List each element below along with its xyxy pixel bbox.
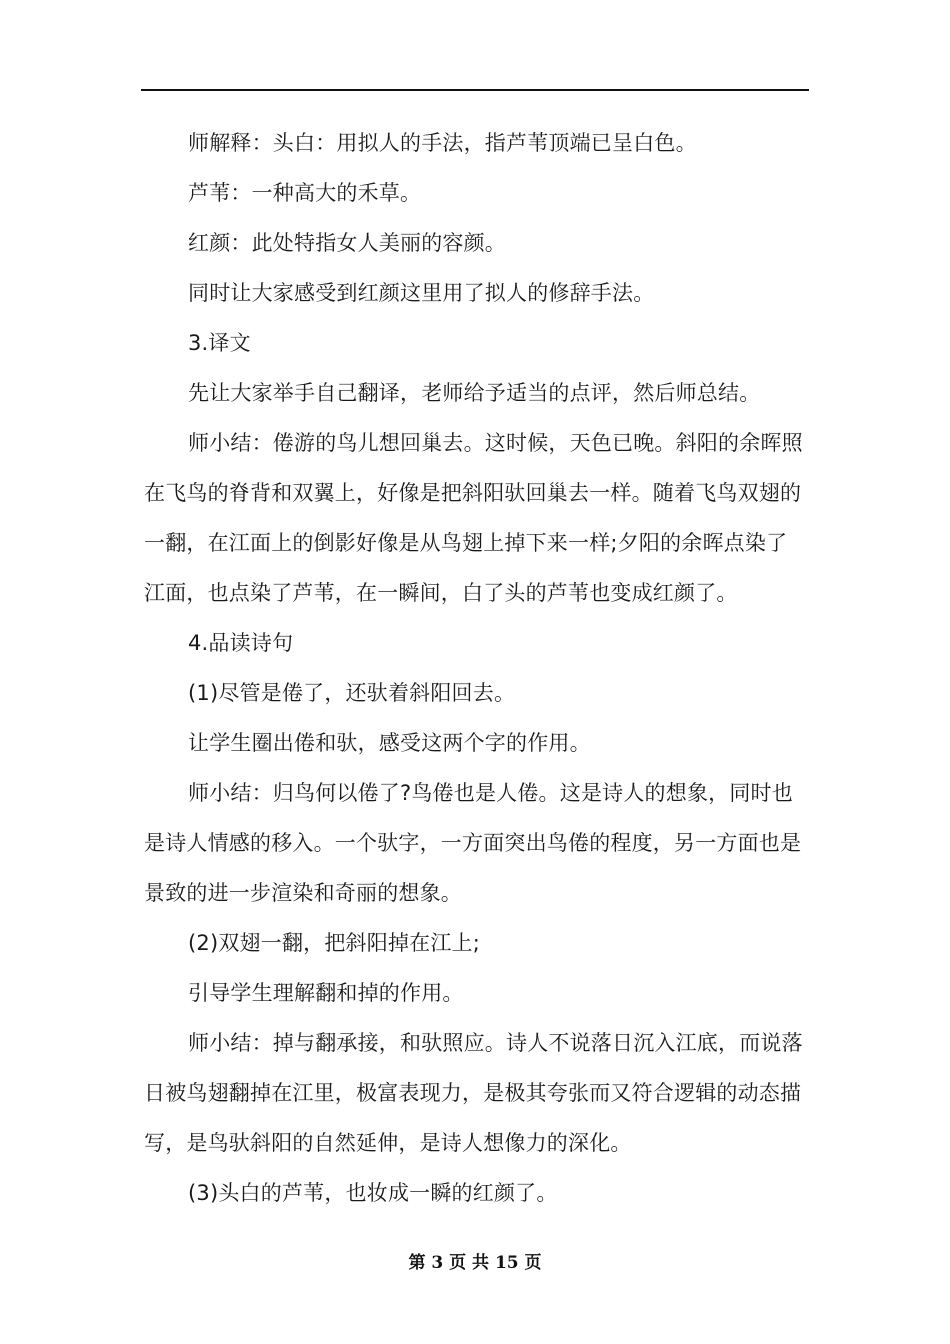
paragraph: 让学生圈出倦和驮，感受这两个字的作用。 xyxy=(188,731,591,755)
paragraph: 引导学生理解翻和掉的作用。 xyxy=(188,981,464,1005)
document-body xyxy=(144,118,808,1218)
paragraph: 师小结：倦游的鸟儿想回巢去。这时候，天色已晚。斜阳的余晖照在飞鸟的脊背和双翼上，好像是把斜阳驮回巢去一样。随着飞鸟双翅的一翻，在江面上的倒影好像是从鸟翅上掉下来一样;夕阳的余晖点染了江面，也点染了芦苇，在一瞬间，白了头的芦苇也变成红颜了。 xyxy=(144,431,803,605)
paragraph: 先让大家举手自己翻译，老师给予适当的点评，然后师总结。 xyxy=(188,381,761,405)
paragraph: (1)尽管是倦了，还驮着斜阳回去。 xyxy=(188,681,516,705)
paragraph: (2)双翅一翻，把斜阳掉在江上; xyxy=(188,931,481,955)
section-heading: 3.译文 xyxy=(188,331,251,355)
paragraph: 红颜：此处特指女人美丽的容颜。 xyxy=(188,231,506,255)
paragraph: 芦苇：一种高大的禾草。 xyxy=(188,181,422,205)
page-footer: 第 3 页 共 15 页 xyxy=(408,1253,542,1273)
paragraph: 师小结：归鸟何以倦了?鸟倦也是人倦。这是诗人的想象，同时也是诗人情感的移入。一个驮字，一方面突出鸟倦的程度，另一方面也是景致的进一步渲染和奇丽的想象。 xyxy=(144,781,802,905)
paragraph: (3)头白的芦苇，也妆成一瞬的红颜了。 xyxy=(188,1181,558,1205)
paragraph: 师解释：头白：用拟人的手法，指芦苇顶端已呈白色。 xyxy=(188,131,697,155)
header-rule xyxy=(141,89,809,91)
paragraph: 同时让大家感受到红颜这里用了拟人的修辞手法。 xyxy=(188,281,655,305)
section-heading: 4.品读诗句 xyxy=(188,631,294,655)
paragraph: 师小结：掉与翻承接，和驮照应。诗人不说落日沉入江底，而说落日被鸟翅翻掉在江里，极富表现力，是极其夸张而又符合逻辑的动态描写，是鸟驮斜阳的自然延伸，是诗人想像力的深化。 xyxy=(144,1031,803,1155)
